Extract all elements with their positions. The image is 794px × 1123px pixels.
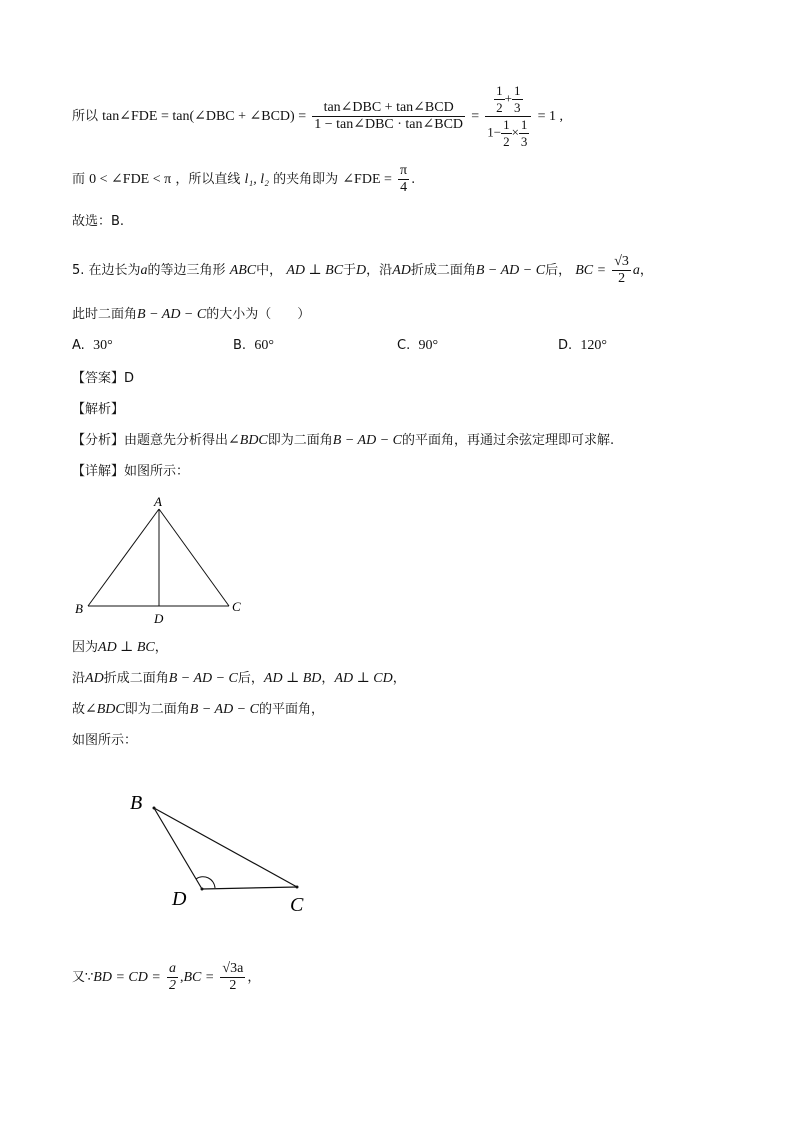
label-b: B [75, 601, 83, 616]
fraction-a-2: $\frac{a}{2}$ [168, 961, 176, 993]
formula-line-1: 所以 tan∠FDE = tan(∠DBC + ∠BCD) = $\frac{\text{tan∠DBC + tan∠BCD}}{\text{1 − tan∠DBC · tan∠BCD}}$ = $\frac{1}{2}$ + $\frac{1}{3}$ 1− $\frac{1}{2}$ × $\frac{1}{3}$ = 1 , [72, 83, 563, 149]
label-b: B [130, 792, 143, 814]
formula-lhs: tan∠FDE = tan(∠DBC + ∠BCD) = [102, 109, 307, 124]
label-d: D [154, 611, 164, 626]
step-5: 又∵BD = CD = $\frac{a}{2}$ ,BC = $\frac{√3a}{2}$ ， [72, 961, 261, 993]
option-d[interactable]: D. 120° [558, 338, 608, 353]
fenxi-line: 【分析】由题意先分析得出∠BDC即为二面角B − AD − C的平面角，再通过余弦定理即可求解. [72, 433, 615, 448]
step-1: 因为AD ⊥ BC， [72, 640, 168, 655]
text: 所以 [72, 109, 99, 124]
option-c[interactable]: C. 90° [397, 338, 439, 353]
angle-fde: ∠FDE = [342, 172, 392, 187]
fraction-sqrt3-2: $\frac{√3}{2}$ [614, 254, 629, 286]
question-5-line-1: 5. 在边长为a的等边三角形 ABC中， AD ⊥ BC于D，沿AD折成二面角B − AD − C后， BC = $\frac{√3}{2}$ a， [72, 254, 653, 286]
option-a[interactable]: A. 30° [72, 338, 113, 353]
range-expression: 0 < ∠FDE < π [89, 172, 172, 187]
answer-line: 【答案】D [72, 371, 135, 386]
label-d: D [172, 888, 187, 910]
question-5-line-2: 此时二面角B − AD − C的大小为（ ） [72, 307, 311, 322]
step-3: 故∠BDC即为二面角B − AD − C的平面角， [72, 702, 324, 717]
fraction-numeric: $\frac{1}{2}$ + $\frac{1}{3}$ 1− $\frac{1}{2}$ × $\frac{1}{3}$ [485, 83, 531, 150]
triangle-bdc-figure [120, 785, 320, 920]
fraction-pi-4: $\frac{\pi}{4}$ [400, 163, 408, 195]
detail-line: 【详解】如图所示： [72, 464, 190, 479]
formula-line-2: 而 0 < ∠FDE < π ，所以直线 l₁, l₂ 的夹角即为 ∠FDE = $\frac{\pi}{4}$ . [72, 163, 416, 195]
choose-line: 故选：B. [72, 214, 125, 229]
step-4: 如图所示： [72, 733, 138, 748]
fraction-tan-sum: $\frac{\text{tan∠DBC + tan∠BCD}}{\text{1 − tan∠DBC · tan∠BCD}}$ [314, 100, 464, 132]
label-c: C [232, 599, 241, 614]
label-c: C [290, 894, 304, 916]
step-2: 沿AD折成二面角B − AD − C后，AD ⊥ BD，AD ⊥ CD， [72, 671, 406, 686]
label-a: A [154, 494, 162, 509]
fraction-sqrt3a-2: $\frac{√3a}{2}$ [222, 961, 244, 993]
analysis-tag: 【解析】 [72, 402, 125, 417]
option-b[interactable]: B. 60° [233, 338, 274, 353]
triangle-abc-figure [70, 492, 250, 628]
line-names: l₁, l₂ [244, 172, 270, 187]
formula-result: = 1 , [537, 109, 563, 124]
